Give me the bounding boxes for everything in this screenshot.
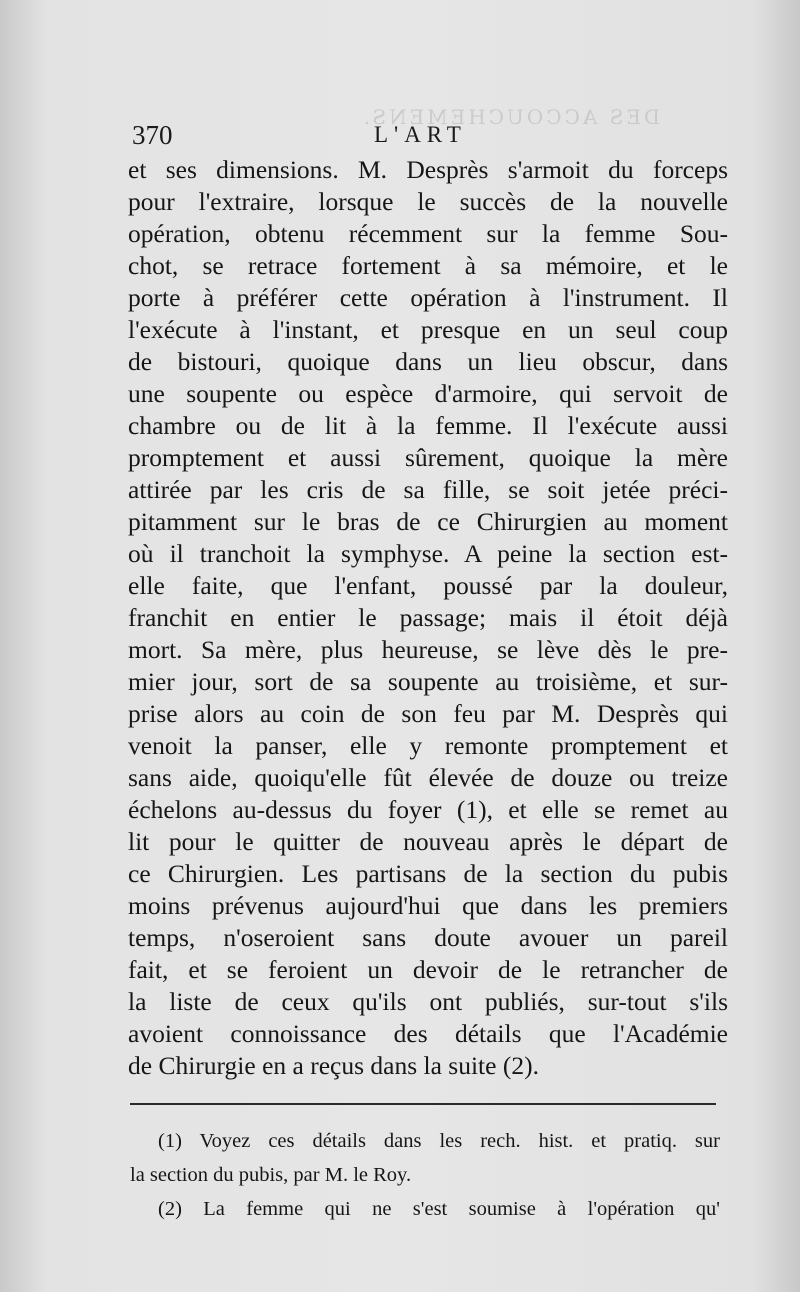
text-line: de Chirurgie en a reçus dans la suite (2). — [128, 1051, 539, 1080]
running-head: L'ART — [374, 122, 467, 147]
text-line: venoit la panser, elle y remonte promptement et — [128, 731, 728, 760]
footnote-1-line: (1) Voyez ces détails dans les rech. hist. et pratiq. sur — [158, 1130, 720, 1152]
footnote-rule — [130, 1103, 716, 1105]
text-line: ce Chirurgien. Les partisans de la section du pubis — [128, 859, 728, 888]
text-line: pitamment sur le bras de ce Chirurgien au moment — [128, 507, 728, 536]
text-line: chambre ou de lit à la femme. Il l'exécute aussi — [128, 411, 728, 440]
text-line: et ses dimensions. M. Desprès s'armoit du forceps — [128, 155, 728, 184]
show-through-text: DES ACCOUCHEMENS. — [360, 105, 660, 129]
text-line: chot, se retrace fortement à sa mémoire, et le — [128, 251, 728, 280]
page-number: 370 — [132, 120, 173, 150]
text-line: de bistouri, quoique dans un lieu obscur, dans — [128, 347, 728, 376]
text-line: prise alors au coin de son feu par M. Desprès qui — [128, 699, 728, 728]
text-line: promptement et aussi sûrement, quoique la mère — [128, 443, 728, 472]
footnote-1-line: la section du pubis, par M. le Roy. — [130, 1164, 412, 1186]
text-line: elle faite, que l'enfant, poussé par la douleur, — [128, 571, 728, 600]
text-line: lit pour le quitter de nouveau après le départ de — [128, 827, 728, 856]
text-line: mort. Sa mère, plus heureuse, se lève dès le pre- — [128, 635, 728, 664]
text-line: sans aide, quoiqu'elle fût élevée de douze ou treize — [128, 763, 728, 792]
text-line: attirée par les cris de sa fille, se soit jetée préci- — [128, 475, 728, 504]
text-line: fait, et se feroient un devoir de le retrancher de — [128, 955, 728, 984]
body-text — [128, 154, 728, 1082]
footnote-2-line: (2) La femme qui ne s'est soumise à l'opération qu' — [158, 1198, 720, 1220]
text-line: temps, n'oseroient sans doute avouer un pareil — [128, 923, 728, 952]
footnotes — [130, 1124, 720, 1226]
text-line: la liste de ceux qu'ils ont publiés, sur-tout s'ils — [128, 987, 728, 1016]
text-line: une soupente ou espèce d'armoire, qui servoit de — [128, 379, 728, 408]
page-header — [132, 120, 732, 152]
text-line: porte à préférer cette opération à l'instrument. Il — [128, 283, 728, 312]
text-line: mier jour, sort de sa soupente au troisième, et sur- — [128, 667, 728, 696]
text-line: où il tranchoit la symphyse. A peine la section est- — [128, 539, 728, 568]
text-line: opération, obtenu récemment sur la femme Sou- — [128, 219, 728, 248]
text-line: échelons au-dessus du foyer (1), et elle se remet au — [128, 795, 728, 824]
text-line: l'exécute à l'instant, et presque en un seul coup — [128, 315, 728, 344]
text-line: avoient connoissance des détails que l'Académie — [128, 1019, 728, 1048]
text-line: moins prévenus aujourd'hui que dans les premiers — [128, 891, 728, 920]
text-line: pour l'extraire, lorsque le succès de la nouvelle — [128, 187, 728, 216]
text-line: franchit en entier le passage; mais il étoit déjà — [128, 603, 728, 632]
